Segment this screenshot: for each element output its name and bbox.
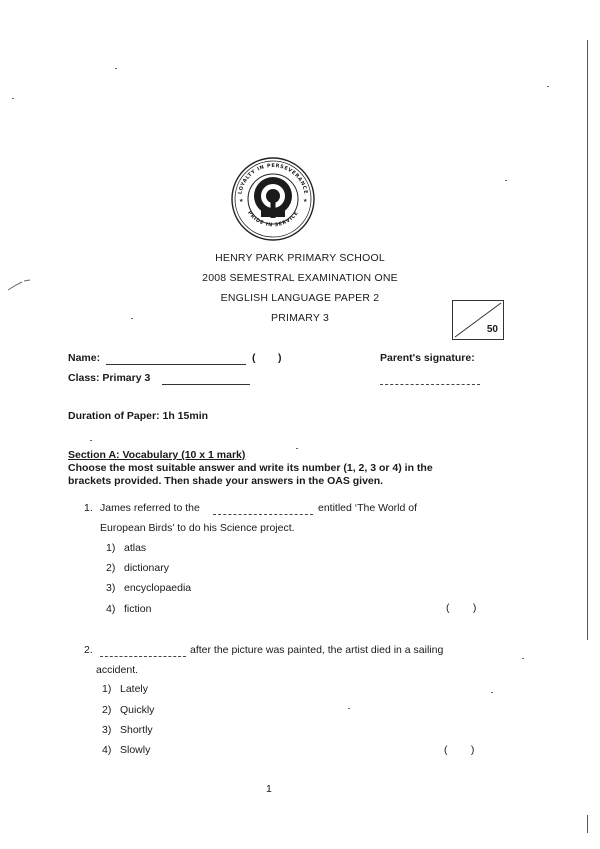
scan-speck (12, 98, 14, 99)
question-text-line2: European Birds’ to do his Science project. (100, 522, 295, 534)
scan-speck (547, 86, 549, 87)
school-name: HENRY PARK PRIMARY SCHOOL (215, 252, 385, 264)
register-paren-close: ) (278, 352, 282, 364)
crest-motto-top: LOYALTY IN PERSEVERANCE (237, 162, 309, 195)
option-number: 4) (102, 744, 112, 756)
option-number: 3) (102, 724, 112, 736)
option-text: encyclopaedia (124, 582, 192, 594)
scan-speck (90, 440, 92, 441)
exam-title: 2008 SEMESTRAL EXAMINATION ONE (202, 272, 398, 284)
option-text: Quickly (120, 704, 155, 716)
section-instruction-line2: brackets provided. Then shade your answers in the OAS given. (68, 475, 384, 487)
question-text-line2: accident. (96, 664, 139, 676)
duration-of-paper: Duration of Paper: 1h 15min (68, 410, 209, 422)
scan-speck (505, 180, 507, 181)
question-text-after: after the picture was painted, the artist died in a sailing (190, 644, 444, 656)
section-title: Section A: Vocabulary (10 x 1 mark) (68, 449, 246, 461)
question-number: 2. (84, 644, 93, 656)
score-box (452, 300, 504, 340)
option-text: fiction (124, 603, 152, 615)
option-text: atlas (124, 542, 147, 554)
signature-blank (380, 383, 480, 385)
scan-speck (348, 708, 350, 709)
score-total: 50 (486, 324, 498, 335)
option-text: dictionary (124, 562, 169, 574)
svg-text:★: ★ (303, 198, 308, 204)
answer-bracket[interactable]: ( ) (444, 744, 475, 756)
question-blank (213, 513, 313, 515)
svg-text:★: ★ (239, 198, 244, 204)
section-instruction-line1: Choose the most suitable answer and write its number (1, 2, 3 or 4) in the (68, 462, 433, 474)
class-blank (162, 383, 250, 385)
option-number: 1) (102, 683, 112, 695)
scan-speck (115, 68, 117, 69)
school-crest-logo (230, 156, 316, 242)
paper-subject: ENGLISH LANGUAGE PAPER 2 (220, 292, 380, 304)
option-number: 1) (106, 542, 116, 554)
register-paren-open: ( (252, 352, 256, 364)
answer-bracket[interactable]: ( ) (446, 602, 477, 614)
option-number: 4) (106, 603, 116, 615)
name-blank (106, 363, 246, 365)
scan-speck (491, 692, 493, 693)
primary-level: PRIMARY 3 (270, 312, 330, 324)
scan-speck (296, 448, 298, 449)
option-number: 2) (102, 704, 112, 716)
class-label: Class: Primary 3 (68, 372, 151, 384)
page-edge-line (587, 40, 588, 640)
parent-signature-label: Parent's signature: (380, 352, 475, 364)
option-text: Slowly (120, 744, 151, 756)
crest-motto-bottom: PRIDE IN SERVICE (246, 210, 300, 229)
question-blank (100, 655, 186, 657)
option-text: Shortly (120, 724, 153, 736)
page-edge-line-lower (587, 815, 588, 833)
name-label: Name: (68, 352, 101, 364)
question-text-after: entitled ‘The World of (318, 502, 418, 514)
scan-speck (522, 658, 524, 659)
question-text-before: James referred to the (100, 502, 200, 514)
question-number: 1. (84, 502, 93, 514)
page-number: 1 (266, 783, 272, 795)
option-number: 2) (106, 562, 116, 574)
option-text: Lately (120, 683, 149, 695)
option-number: 3) (106, 582, 116, 594)
